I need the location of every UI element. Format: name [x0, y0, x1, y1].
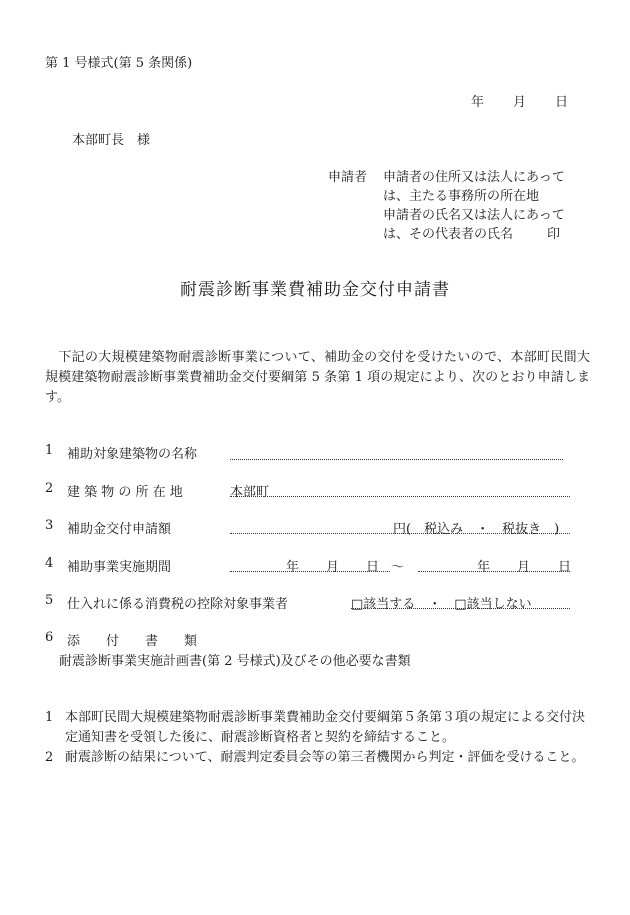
- item-4-field-end[interactable]: [418, 571, 570, 572]
- note-2: [45, 748, 590, 768]
- applicant-address-line-1: 申請者の住所又は法人にあって: [383, 170, 565, 185]
- period-tilde: ～: [391, 560, 405, 575]
- period-end-month: 月: [517, 560, 531, 575]
- date-day-label: 日: [555, 95, 569, 110]
- item-3-value: 円( 税込み ・ 税抜き ): [393, 522, 560, 537]
- item-3-label: 補助金交付申請額: [67, 522, 172, 537]
- note-1-text: 本部町民間大規模建築物耐震診断事業費補助金交付要綱第５条第３項の規定による交付決定通知書を受領した後に、耐震診断資格者と契約を締結すること。: [65, 710, 586, 745]
- item-5-value: □該当する ・ □該当しない: [351, 597, 532, 612]
- date-year-label: 年: [471, 95, 485, 110]
- item-1-label: 補助対象建築物の名称: [67, 447, 198, 462]
- applicant-label: 申請者: [328, 170, 368, 185]
- item-4-field-start[interactable]: [230, 571, 390, 572]
- seal-mark: 印: [547, 227, 561, 242]
- item-2-number: 2: [45, 481, 54, 496]
- applicant-name-line-1: 申請者の氏名又は法人にあって: [383, 208, 565, 223]
- item-4-number: 4: [45, 556, 54, 571]
- note-2-number: 2: [45, 750, 54, 765]
- addressee: 本部町長 様: [72, 133, 151, 148]
- attachments-text: 耐震診断事業実施計画書(第 2 号様式)及びその他必要な書類: [59, 654, 411, 669]
- intro-text: 下記の大規模建築物耐震診断事業について、補助金の交付を受けたいので、本部町民間大規模建築物耐震診断事業費補助金交付要綱第 5 条第 1 項の規定により、次のとおり申請します。: [45, 350, 590, 405]
- note-1: [45, 708, 590, 748]
- date-month-label: 月: [513, 95, 527, 110]
- intro-paragraph: [45, 348, 590, 408]
- item-4-label: 補助事業実施期間: [67, 560, 172, 575]
- form-number: 第 1 号様式(第 5 条関係): [45, 56, 193, 71]
- period-start-day: 日: [366, 560, 380, 575]
- item-5-number: 5: [45, 593, 54, 608]
- item-3-number: 3: [45, 518, 54, 533]
- period-start-month: 月: [326, 560, 340, 575]
- item-2-label: 建 築 物 の 所 在 地: [67, 485, 183, 500]
- item-5-field[interactable]: [351, 608, 570, 609]
- item-5-label: 仕入れに係る消費税の控除対象事業者: [67, 597, 289, 612]
- period-end-day: 日: [558, 560, 572, 575]
- note-1-number: 1: [45, 710, 54, 725]
- item-1-field[interactable]: [230, 459, 563, 460]
- item-1-number: 1: [45, 443, 54, 458]
- period-end-year: 年: [477, 560, 491, 575]
- applicant-address-line-2: は、主たる事務所の所在地: [383, 189, 540, 204]
- item-2-value: 本部町: [230, 485, 270, 500]
- applicant-name-line-2: は、その代表者の氏名: [383, 227, 514, 242]
- item-2-field[interactable]: [230, 496, 570, 497]
- item-3-field[interactable]: [230, 533, 570, 534]
- item-6-label: 添 付 書 類: [67, 634, 198, 649]
- period-start-year: 年: [286, 560, 300, 575]
- note-2-text: 耐震診断の結果について、耐震判定委員会等の第三者機関から判定・評価を受けること。: [65, 750, 585, 765]
- item-6-number: 6: [45, 630, 54, 645]
- document-title: 耐震診断事業費補助金交付申請書: [180, 280, 450, 300]
